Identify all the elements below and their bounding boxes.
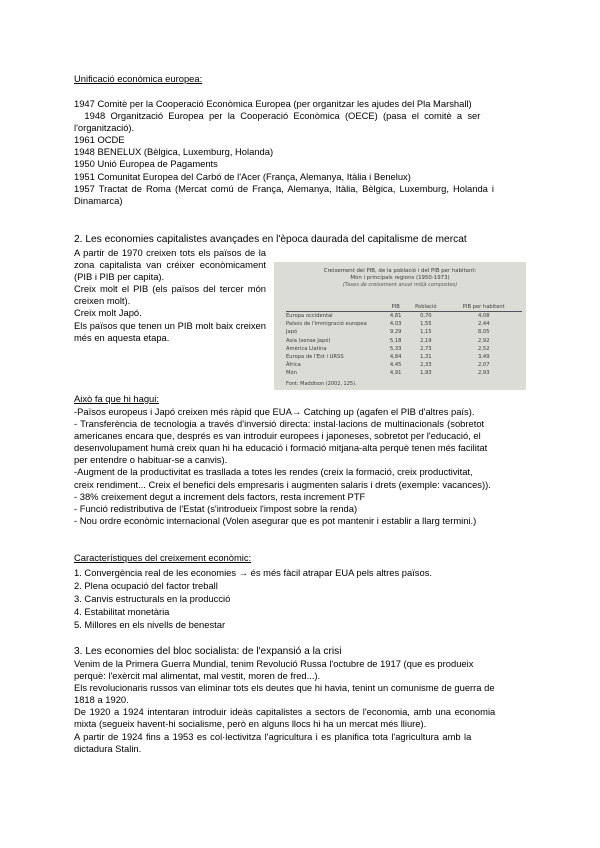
table-row-label: Món xyxy=(286,370,297,377)
section4-item: 1. Convergència real de les economies → és més fàcil atrapar EUA pels altres països. xyxy=(74,567,432,578)
section5-line: De 1920 a 1924 intentaran introduir ideàs capitalistes a sectors de l'economia, amb una economia xyxy=(74,706,496,718)
table-cell: 4,03 xyxy=(389,321,402,328)
table-cell: 9,29 xyxy=(389,329,402,336)
table-row-label: Europa de l'Est i URSS xyxy=(286,354,344,361)
table-title: Creixement del PIB, de la població i del PIB per habitant: xyxy=(323,268,477,274)
section3-line: americanes encara que, després es van introduir europees i japoneses, sobretot per l'educació, el xyxy=(74,430,481,442)
growth-table-image xyxy=(274,262,526,390)
section1-line: 1948 Organització Europea per la Cooperació Econòmica (OECE) (pasa el comitè a ser xyxy=(74,110,481,122)
section1-line: 1951 Comunitat Europea del Carbó de l'Acer (França, Alemanya, Itàlia i Benelux) xyxy=(74,170,411,182)
table-cell: 4,45 xyxy=(389,362,402,369)
section4-item: 2. Plena ocupació del factor treball xyxy=(74,580,218,591)
section5-line: perquè: l'exèrcit mal alimentat, mal vestit, moren de fred...). xyxy=(74,670,321,682)
section5-line: dictadura Stalin. xyxy=(74,742,142,754)
table-cell: 2,73 xyxy=(420,345,432,352)
table-cell: 1,93 xyxy=(420,370,432,377)
section1-line: 1961 OCDE xyxy=(74,134,125,146)
table-note: (Taxes de creixement anual mitjà compostes) xyxy=(342,282,458,288)
table-row xyxy=(286,320,522,328)
section3-line: - 38% creixement degut a increment dels factors, resta increment PTF xyxy=(74,490,366,502)
table-cell: 2,92 xyxy=(477,337,490,344)
section1-body xyxy=(74,98,528,207)
section4-item: 4. Estabilitat monetària xyxy=(74,606,170,617)
section5-line: Venim de la Primera Guerra Mundial, tenim Revolució Russa l'octubre de 1917 (que es produeix xyxy=(74,658,474,669)
table-cell: 3,49 xyxy=(477,354,490,361)
table-cell: 1,55 xyxy=(420,321,432,328)
table-row xyxy=(286,345,522,353)
section3-line: - Transferència de tecnologia a través d'inversió directa: instal·lacions de multinacionals (sobretot xyxy=(74,418,485,430)
table-row-label: Àfrica xyxy=(286,362,301,369)
section1-line: l'organització). xyxy=(74,122,135,134)
section2-paragraph: A partir de 1970 creixen tots els països de la zona capitalista van créixer econòmicament (PIB i PIB per capita). xyxy=(74,247,266,283)
section4-item: 3. Canvis estructurals en la producció xyxy=(74,593,231,604)
table-source: Font: Maddison (2002, 125). xyxy=(286,381,357,387)
table-header xyxy=(286,304,385,312)
table-cell: 4,91 xyxy=(389,370,402,377)
section3-line: - Nou ordre econòmic internacional (Volen asegurar que es pot mantenir i establir a llarg termini.) xyxy=(74,514,477,526)
table-cell: 4,08 xyxy=(477,313,490,319)
table-header-row xyxy=(286,304,522,312)
table-cell: 1,31 xyxy=(420,354,432,361)
table-row xyxy=(286,369,522,377)
table-row-label: Amèrica Llatina xyxy=(286,345,327,352)
section2-paragraph: Creix molt el PIB (els països del tercer món creixen molt). xyxy=(74,283,266,307)
section3-line: -Augment de la productivitat es trasllada a totes les rendes (creix la formació, creix productivitat, xyxy=(74,466,473,478)
table-cell: 2,19 xyxy=(420,337,432,344)
section3-line: creix rendiment... Creix el benefici dels empresaris i augmenten salaris i drets (exemple: vacances)). xyxy=(74,478,491,490)
table-subtitle: Món i principals regions (1950-1973) xyxy=(350,275,450,281)
table-header: PIB xyxy=(385,304,406,312)
section1-line: 1957 Tractat de Roma (Mercat comú de França, Alemanya, Itàlia, Bèlgica, Luxemburg, Holanda i xyxy=(74,182,494,194)
table-cell: 2,33 xyxy=(420,362,432,369)
table-cell: 0,70 xyxy=(420,313,432,319)
section2-paragraph: Els països que tenen un PIB molt baix creixen més en aquesta etapa. xyxy=(74,319,266,343)
table-cell: 2,07 xyxy=(477,362,490,369)
growth-table xyxy=(286,304,522,378)
section3-line: per entendre o habituar-se a canvis). xyxy=(74,454,228,466)
table-header: Població xyxy=(406,304,445,312)
table-cell: 2,52 xyxy=(477,345,490,352)
table-row-label: Països de l'immigració europea xyxy=(286,321,367,328)
section5-line: 1818 a 1920. xyxy=(74,694,129,706)
section3-line: -Països europeus i Japó creixen més ràpid que EUA→ Catching up (agafen el PIB d'altres país). xyxy=(74,406,475,417)
table-body xyxy=(286,312,522,378)
table-cell: 5,33 xyxy=(389,345,402,352)
section4-title: Característiques del creixement econòmic: xyxy=(74,552,252,563)
section3-line: - Funció redistributiva de l'Estat (s'introdueix l'impost sobre la renda) xyxy=(74,502,358,514)
table-cell: 2,93 xyxy=(477,370,490,377)
section3-body xyxy=(74,406,528,527)
table-cell: 1,15 xyxy=(420,329,432,336)
table-row xyxy=(286,328,522,336)
section5-heading: 3. Les economies del bloc socialista: de l'expansió a la crisi xyxy=(74,646,342,657)
section5-line: Els revolucionaris russos van eliminar tots els deutes que hi havia, tenint un comunisme de guerra de xyxy=(74,682,495,694)
section2-paragraph: Creix molt Japó. xyxy=(74,307,142,319)
table-cell: 4,84 xyxy=(389,354,402,361)
table-cell: 8,05 xyxy=(477,329,490,336)
section4-item: 5. Millores en els nivells de benestar xyxy=(74,619,226,630)
section2-heading: 2. Les economies capitalistes avançades en l'època daurada del capitalisme de mercat xyxy=(74,234,467,245)
table-cell: 5,18 xyxy=(389,337,402,344)
table-row xyxy=(286,312,522,321)
table-row xyxy=(286,353,522,361)
table-row xyxy=(286,337,522,345)
table-cell: 2,44 xyxy=(477,321,490,328)
section1-line: 1947 Comitè per la Cooperació Econòmica Europea (per organitzar les ajudes del Pla Marshall) xyxy=(74,98,472,109)
section4-list xyxy=(74,566,528,631)
section3-line: desenvolupament humà creix quan hi ha educació i formació mitjana-alta perquè tenen més facilitat xyxy=(74,442,488,454)
section1-line: 1950 Unió Europea de Pagaments xyxy=(74,158,218,170)
table-row-label: Asia (sense Japó) xyxy=(286,337,331,344)
table-row xyxy=(286,361,522,369)
section5-body xyxy=(74,658,528,755)
section5-line: A partir de 1924 fins a 1953 es col·lectivitza l'agricultura i es planifica tota l'agricultura amb la xyxy=(74,730,472,742)
table-header: PIB per habitant xyxy=(445,304,522,312)
table-cell: 4,81 xyxy=(389,313,402,319)
section1-title: Unificació econòmica europea: xyxy=(74,73,203,84)
section3-title: Això fa que hi hagui: xyxy=(74,393,159,404)
section1-line: Dinamarca) xyxy=(74,194,123,206)
section2-text-column xyxy=(74,247,266,344)
section1-line: 1948 BENELUX (Bèlgica, Luxemburg, Holanda) xyxy=(74,146,274,158)
table-row-label: Europa occidental xyxy=(286,313,333,319)
table-row-label: Japó xyxy=(286,329,298,336)
section5-line: mixta (segueix havent-hi socialisme, però en alguns llocs hi ha un mercat més lliure). xyxy=(74,718,427,730)
